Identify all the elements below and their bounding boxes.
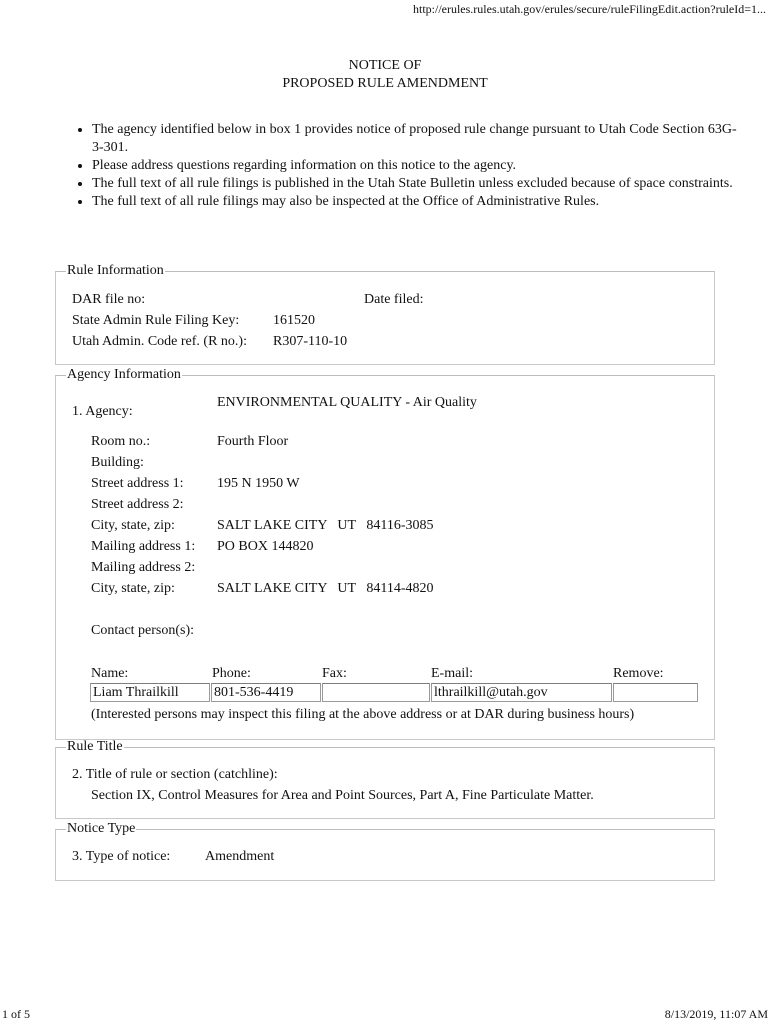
filing-key-value: 161520 <box>273 313 315 328</box>
agency-value: ENVIRONMENTAL QUALITY - Air Quality <box>217 395 477 410</box>
city-state-zip-label: City, state, zip: <box>91 518 175 533</box>
code-ref-value: R307-110-10 <box>273 334 348 349</box>
contact-phone-header: Phone: <box>212 666 251 681</box>
mailing2-label: Mailing address 2: <box>91 560 196 575</box>
rule-information-legend: Rule Information <box>67 263 164 278</box>
notice-type-legend: Notice Type <box>67 821 136 836</box>
building-label: Building: <box>91 455 144 470</box>
notice-bullets <box>72 121 742 211</box>
rule-title-legend: Rule Title <box>67 739 123 754</box>
rule-title-value: Section IX, Control Measures for Area and Point Sources, Part A, Fine Particulate Matter. <box>91 788 594 803</box>
mailing-city-state-zip-value: SALT LAKE CITY UT 84114-4820 <box>217 581 434 596</box>
street1-label: Street address 1: <box>91 476 184 491</box>
bullet-item: • The full text of all rule filings may also be inspected at the Office of Administrative Rules. <box>92 193 742 211</box>
dar-file-label: DAR file no: <box>72 292 146 307</box>
notice-title-line1: NOTICE OF <box>348 58 422 73</box>
filing-key-label: State Admin Rule Filing Key: <box>72 313 240 328</box>
code-ref-label: Utah Admin. Code ref. (R no.): <box>72 334 247 349</box>
bullet-item: • The agency identified below in box 1 provides notice of proposed rule change pursuant to Utah Code Section 63G-3-301. <box>92 121 742 157</box>
contact-phone-field[interactable]: 801-536-4419 <box>211 683 321 702</box>
agency-information-legend: Agency Information <box>67 367 181 382</box>
date-filed-label: Date filed: <box>364 292 424 307</box>
mailing-city-state-zip-label: City, state, zip: <box>91 581 175 596</box>
contact-persons-label: Contact person(s): <box>91 623 195 638</box>
room-label: Room no.: <box>91 434 151 449</box>
street1-value: 195 N 1950 W <box>217 476 300 491</box>
city-state-zip-value: SALT LAKE CITY UT 84116-3085 <box>217 518 434 533</box>
notice-type-value: Amendment <box>205 849 275 864</box>
notice-title-line2: PROPOSED RULE AMENDMENT <box>282 76 488 91</box>
bullet-item: • The full text of all rule filings is published in the Utah State Bulletin unless excluded because of space constraints. <box>92 175 742 193</box>
print-datetime: 8/13/2019, 11:07 AM <box>664 1007 768 1021</box>
page-url: http://erules.rules.utah.gov/erules/secure/ruleFilingEdit.action?ruleId=1... <box>412 2 766 16</box>
agency-label: 1. Agency: <box>72 404 133 419</box>
contact-fax-field[interactable] <box>322 683 430 702</box>
mailing1-label: Mailing address 1: <box>91 539 196 554</box>
contact-name-header: Name: <box>91 666 129 681</box>
street2-label: Street address 2: <box>91 497 184 512</box>
contact-email-field[interactable]: lthrailkill@utah.gov <box>431 683 612 702</box>
rule-title-label: 2. Title of rule or section (catchline): <box>72 767 278 782</box>
room-value: Fourth Floor <box>217 434 289 449</box>
contact-name-field[interactable]: Liam Thrailkill <box>90 683 210 702</box>
contact-email-header: E-mail: <box>431 666 473 681</box>
contact-remove-field[interactable] <box>613 683 698 702</box>
contact-remove-header: Remove: <box>613 666 664 681</box>
inspection-note: (Interested persons may inspect this filing at the above address or at DAR during business hours) <box>91 707 635 722</box>
contact-fax-header: Fax: <box>322 666 347 681</box>
notice-type-label: 3. Type of notice: <box>72 849 171 864</box>
mailing1-value: PO BOX 144820 <box>217 539 314 554</box>
page-number: 1 of 5 <box>2 1007 30 1021</box>
bullet-item: • Please address questions regarding information on this notice to the agency. <box>92 157 742 175</box>
